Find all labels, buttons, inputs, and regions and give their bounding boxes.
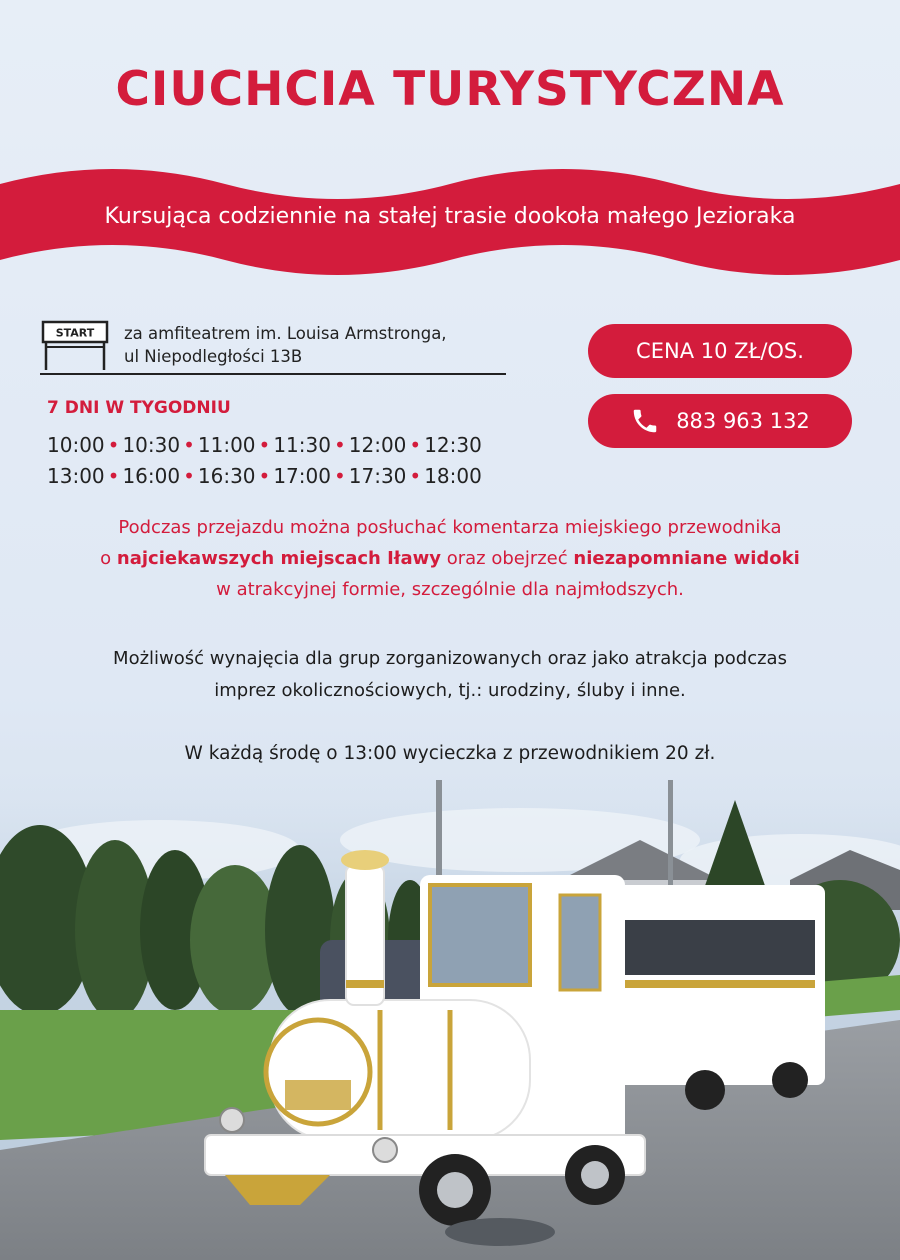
- address-line-1: za amfiteatrem im. Louisa Armstronga,: [124, 324, 447, 343]
- description-line-3: w atrakcyjnej formie, szczególnie dla najmłodszych.: [216, 579, 684, 600]
- departure-time: 10:30: [122, 433, 181, 457]
- rental-info: [0, 643, 900, 707]
- description-text: oraz obejrzeć: [440, 548, 574, 569]
- phone-icon: [630, 406, 660, 436]
- schedule-days: 7 DNI W TYGODNIU: [47, 398, 231, 418]
- departure-time: 12:00: [348, 433, 407, 457]
- rental-line-1: Możliwość wynajęcia dla grup zorganizowanych oraz jako atrakcja podczas: [113, 648, 787, 669]
- guided-tour-info: W każdą środę o 13:00 wycieczka z przewodnikiem 20 zł.: [184, 743, 716, 764]
- phone-badge[interactable]: [588, 394, 852, 448]
- departure-time: 16:30: [197, 464, 256, 488]
- description-line-1: Podczas przejazdu można posłuchać komentarza miejskiego przewodnika: [118, 517, 782, 538]
- rental-line-2: imprez okolicznościowych, tj.: urodziny, śluby i inne.: [214, 680, 686, 701]
- time-separator: •: [183, 464, 195, 488]
- departure-time: 11:30: [273, 433, 331, 457]
- departure-time: 13:00: [47, 464, 105, 488]
- description-text: o: [100, 548, 117, 569]
- banner-subtitle: Kursująca codziennie na stałej trasie dookoła małego Jezioraka: [104, 204, 796, 229]
- price-label: CENA 10 ZŁ/OS.: [636, 339, 804, 363]
- departure-time: 17:00: [273, 464, 331, 488]
- departure-time: 16:00: [122, 464, 181, 488]
- description: [0, 512, 900, 605]
- start-address: [124, 322, 447, 368]
- description-line-2: [0, 543, 900, 574]
- description-highlight: niezapomniane widoki: [573, 548, 800, 569]
- train-photo: [0, 780, 900, 1260]
- time-separator: •: [258, 433, 271, 457]
- address-line-2: ul Niepodległości 13B: [124, 347, 303, 366]
- time-separator: •: [258, 464, 271, 488]
- time-separator: •: [333, 464, 346, 488]
- description-highlight: najciekawszych miejscach Iławy: [116, 548, 441, 569]
- time-separator: •: [107, 433, 120, 457]
- departure-time: 10:00: [47, 433, 105, 457]
- departure-time: 12:30: [424, 433, 482, 457]
- phone-number: 883 963 132: [676, 409, 810, 433]
- departure-time: 11:00: [197, 433, 256, 457]
- price-badge: [588, 324, 852, 378]
- address-divider: [40, 373, 506, 375]
- departure-time: 17:30: [348, 464, 407, 488]
- time-separator: •: [333, 433, 346, 457]
- time-separator: •: [409, 464, 422, 488]
- departure-time: 18:00: [424, 464, 482, 488]
- start-sign-icon: [40, 320, 110, 372]
- start-sign-label: START: [55, 326, 95, 340]
- schedule-row-1: [47, 433, 482, 457]
- schedule-row-2: [47, 464, 482, 488]
- page-title: CIUCHCIA TURYSTYCZNA: [115, 62, 785, 117]
- time-separator: •: [107, 464, 120, 488]
- time-separator: •: [409, 433, 422, 457]
- time-separator: •: [183, 433, 195, 457]
